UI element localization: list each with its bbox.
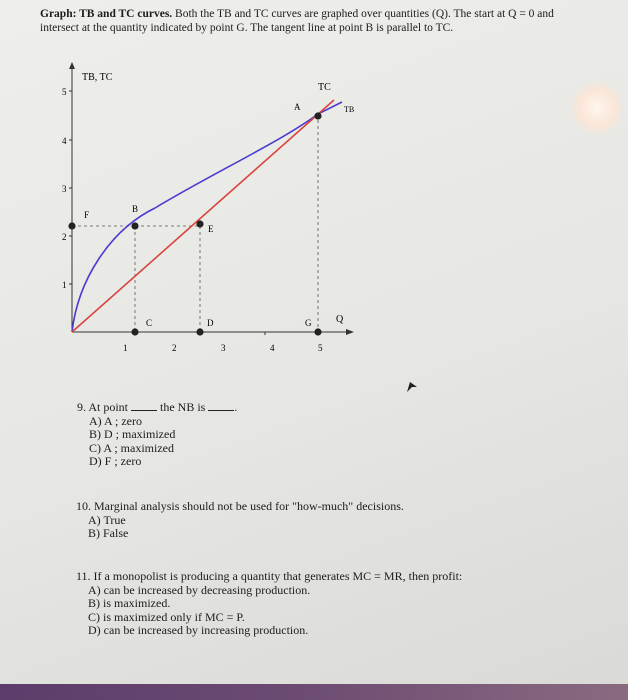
question-9-option[interactable]: A) A ; zero [89, 413, 142, 428]
y-axis-label: TB, TC [82, 72, 113, 83]
intro-text: Both the TB and TC curves are graphed over quantities (Q). The start at Q = 0 and intersect at the quantity indicated by point G. The tangent line at point B is parallel to TC. [40, 8, 554, 34]
question-9-option[interactable]: C) A ; maximized [89, 440, 174, 455]
point-label-d: D [207, 318, 214, 328]
answer-blank [208, 400, 234, 411]
question-9-stem-middle: the NB is [160, 400, 206, 414]
question-9-option[interactable]: D) F ; zero [89, 454, 142, 468]
x-tick-label: 4 [270, 343, 275, 353]
tb-label: TB [344, 105, 355, 114]
point-g-marker [314, 328, 321, 335]
question-11 [76, 570, 516, 638]
question-11-stem: 11. If a monopolist is producing a quantity that generates MC = MR, then profit: [76, 569, 463, 583]
point-label-e: E [208, 224, 214, 234]
question-11-option[interactable]: C) is maximized only if MC = P. [88, 609, 245, 624]
question-9 [77, 400, 337, 469]
y-tick-label: 1 [62, 280, 67, 290]
point-label-a: A [294, 102, 301, 112]
bottom-edge-bar [0, 684, 628, 700]
cursor-arrow-icon [405, 380, 419, 394]
question-11-option[interactable]: A) can be increased by decreasing production. [88, 582, 311, 597]
question-10-option[interactable]: A) True [88, 512, 126, 527]
point-f-marker [68, 222, 75, 229]
question-10 [76, 500, 476, 541]
question-10-option[interactable]: B) False [88, 526, 129, 540]
question-9-stem-start: 9. At point [77, 400, 129, 414]
y-tick-label: 3 [62, 184, 67, 194]
question-intro [40, 7, 585, 35]
point-label-g: G [305, 318, 312, 328]
x-tick-label: 3 [221, 343, 226, 353]
point-label-c: C [146, 318, 153, 328]
question-11-option[interactable]: D) can be increased by increasing production. [88, 623, 309, 637]
q-label: Q [336, 314, 344, 325]
tb-curve [72, 102, 342, 332]
point-d-marker [196, 328, 203, 335]
x-tick-label: 2 [172, 343, 177, 353]
x-tick-label: 1 [123, 343, 128, 353]
y-tick-label: 2 [62, 232, 67, 242]
light-glare [572, 78, 622, 138]
x-tick-label: 5 [318, 343, 323, 353]
point-b-marker [131, 222, 138, 229]
intro-bold: Graph: TB and TC curves. [40, 8, 173, 20]
point-a-marker [314, 112, 321, 119]
tc-label: TC [318, 82, 331, 93]
tc-line [72, 100, 334, 332]
y-tick-label: 5 [62, 87, 67, 97]
point-e-marker [196, 220, 203, 227]
question-10-stem: 10. Marginal analysis should not be used for "how-much" decisions. [76, 499, 404, 513]
y-axis-arrow [69, 62, 75, 69]
point-label-b: B [132, 204, 139, 214]
tb-tc-graph [50, 60, 370, 360]
question-9-stem-end: . [234, 400, 238, 414]
x-axis-arrow [346, 329, 354, 335]
point-c-marker [131, 328, 138, 335]
question-11-option[interactable]: B) is maximized. [88, 596, 171, 610]
answer-blank [131, 400, 157, 411]
y-tick-label: 4 [62, 136, 67, 146]
point-label-f: F [84, 210, 90, 220]
question-9-option[interactable]: B) D ; maximized [89, 427, 176, 441]
question-9-stem [77, 400, 337, 415]
